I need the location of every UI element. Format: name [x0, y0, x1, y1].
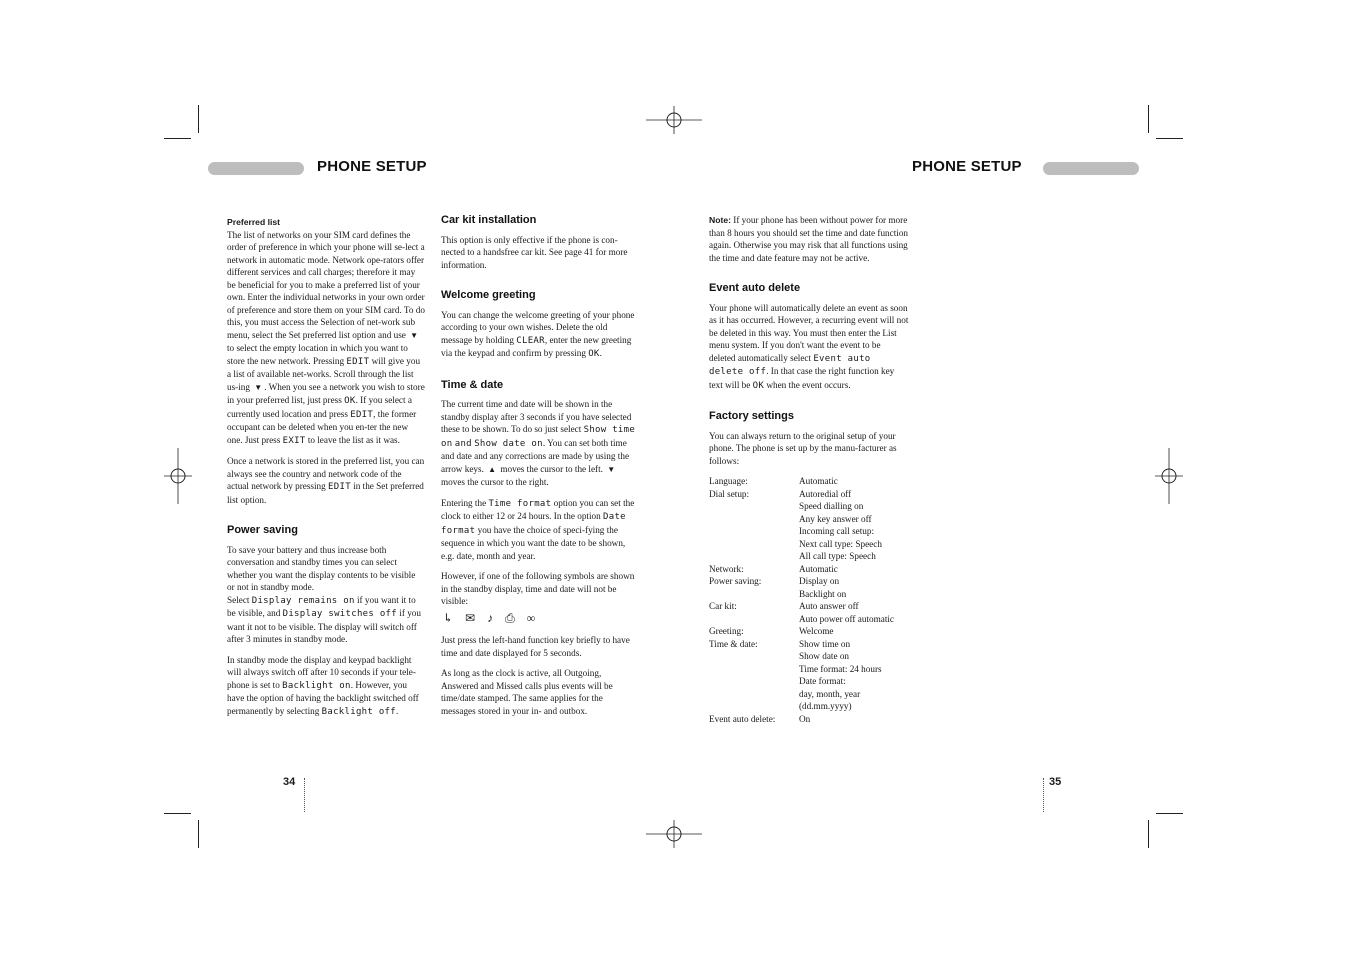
- call-divert-icon: ↳: [443, 610, 454, 625]
- setting-label: Time & date:: [709, 638, 758, 649]
- down-arrow-icon: ▼: [254, 382, 263, 392]
- right-page-dotted-line: [1043, 778, 1044, 812]
- setting-value: (dd.mm.yyyy): [799, 701, 852, 711]
- setting-label: [709, 538, 799, 551]
- time-format-text: Time format: [488, 498, 552, 509]
- event-auto-delete-heading: Event auto delete: [709, 282, 801, 294]
- display-switches-off-text: Display switches off: [282, 609, 397, 619]
- registration-mark-left-icon: [150, 448, 206, 504]
- fax-icon: ⎙: [505, 610, 515, 625]
- power-saving-paragraph-1: To save your battery and thus increase both conversation and standby times you can select whether you want the display contents to be visible or not in standby mode.: [227, 544, 416, 592]
- time-date-paragraph-3: However, if one of the following symbols are shown in the standby display, time and date will not be visible:: [441, 571, 635, 606]
- time-date-paragraph-2: Entering the Time format option you can set the clock to either 12 or 24 hours. In the option Date format you have the choice of speci-fying the sequence in which you want the date to be shown, e.g. date, month and year.: [441, 497, 635, 561]
- edit-key-text: EDIT: [346, 356, 370, 367]
- setting-label: [709, 663, 799, 676]
- show-time-on-text: Show time on: [441, 425, 636, 449]
- preferred-list-paragraph-1: The list of networks on your SIM card defines the order of preference in which your phone will se-lect a network in automatic mode. Network ope-rators offer different services and call charges; therefore it may be beneficial for you to make a preferred list of your own. Enter the individual networks in your own order of preference and store them on your SIM card. To do this, you must access the Selection of net-work sub menu, select the Set preferred list option and use ▼ to select the empty location in which you want to store the new network. Pressing EDIT will give you a list of available net-works. Scroll through the list us-ing ▼ . When you see a network you wish to store in your preferred list, just press OK. If you select a currently used location and press EDIT, the former occupant can be deleted when you en-ter the new one. Just press EXIT to leave the list as it was.: [227, 229, 425, 446]
- ok-key-text: OK: [588, 349, 600, 359]
- left-page-dotted-line: [304, 778, 305, 812]
- setting-label: Language:: [709, 476, 748, 486]
- ok-key-text: OK: [344, 396, 356, 406]
- setting-label: [709, 588, 799, 601]
- standby-symbols: [443, 612, 639, 625]
- preferred-list-heading: Preferred list: [227, 217, 281, 227]
- power-saving-paragraph-2: Select Display remains on if you want it to be visible, and Display switches off if you want it not to be visible. The display will switch off after 3 minutes in standby mode.: [227, 594, 421, 644]
- setting-value: Time format: 24 hours: [799, 663, 882, 674]
- setting-value: Date format:: [799, 676, 846, 686]
- down-arrow-icon: ▼: [410, 330, 419, 340]
- setting-value: Automatic: [799, 563, 838, 574]
- setting-value: day, month, year: [799, 688, 861, 699]
- left-page-title: PHONE SETUP: [317, 158, 427, 175]
- event-auto-delete-off-text: Event auto delete off: [709, 353, 871, 377]
- setting-label: [709, 513, 799, 526]
- setting-value: Auto answer off: [799, 601, 859, 611]
- welcome-greeting-paragraph: You can change the welcome greeting of your phone according to your own wishes. Delete the old message by holding CLEAR, enter the new greeting via the keypad and confirm by pressing OK.: [441, 309, 635, 359]
- setting-value: Show time on: [799, 638, 851, 649]
- setting-value: Auto power off automatic: [799, 613, 894, 624]
- registration-mark-top-icon: [646, 92, 702, 148]
- column-3: [709, 212, 909, 725]
- car-kit-heading: Car kit installation: [441, 214, 537, 226]
- setting-label: Network:: [709, 563, 744, 574]
- setting-value: Next call type: Speech: [799, 538, 882, 549]
- envelope-icon: ✉: [465, 610, 476, 625]
- exit-key-text: EXIT: [282, 435, 306, 446]
- setting-label: Dial setup:: [709, 488, 750, 499]
- factory-settings-paragraph: You can always return to the original setup of your phone. The phone is set up by the manu-facturer as follows:: [709, 430, 897, 466]
- setting-label: [709, 613, 799, 626]
- backlight-on-text: Backlight on: [282, 680, 351, 691]
- power-saving-heading: Power saving: [227, 524, 298, 536]
- car-kit-paragraph: This option is only effective if the phone is con-nected to a handsfree car kit. See page 41 for more information.: [441, 234, 628, 270]
- power-saving-paragraph-3: In standby mode the display and keypad backlight will always switch off after 10 seconds if your tele-phone is set to Backlight on. However, you have the option of having the backlight switched off permanently by selecting Backlight off.: [227, 654, 419, 717]
- right-page-title: PHONE SETUP: [912, 158, 1022, 175]
- registration-mark-right-icon: [1141, 448, 1197, 504]
- setting-value: On: [799, 713, 811, 724]
- music-note-icon: ♪: [487, 610, 494, 625]
- down-arrow-icon: ▼: [607, 464, 616, 474]
- clear-key-text: CLEAR: [516, 335, 545, 346]
- setting-label: [709, 550, 799, 563]
- factory-settings-heading: Factory settings: [709, 410, 794, 422]
- time-date-heading: Time & date: [441, 378, 504, 391]
- setting-value: Any key answer off: [799, 513, 872, 524]
- setting-label: Greeting:: [709, 626, 744, 636]
- column-1: [227, 212, 425, 726]
- time-date-paragraph-5: As long as the clock is active, all Outgoing, Answered and Missed calls plus events will be time/date stamped. The same applies for the messages stored in your in- and outbox.: [441, 668, 613, 716]
- backlight-off-text: Backlight off: [321, 706, 396, 717]
- setting-value: Display on: [799, 576, 840, 586]
- setting-label: [709, 700, 799, 713]
- setting-value: Automatic: [799, 476, 838, 486]
- display-remains-on-text: Display remains on: [251, 595, 355, 606]
- right-header-bar: [1043, 162, 1139, 175]
- setting-label: [709, 675, 799, 688]
- setting-label: [709, 525, 799, 538]
- factory-settings-table: [709, 475, 909, 725]
- setting-value: Welcome: [799, 626, 834, 636]
- edit-key-text: EDIT: [328, 482, 351, 492]
- ok-key-text: OK: [752, 380, 765, 391]
- setting-label: [709, 650, 799, 663]
- up-arrow-icon: ▲: [488, 464, 497, 474]
- setting-value: Autoredial off: [799, 488, 852, 499]
- preferred-list-paragraph-2: Once a network is stored in the preferred list, you can always see the country and network code of the actual network by pressing EDIT in the Set preferred list option.: [227, 456, 425, 505]
- welcome-greeting-heading: Welcome greeting: [441, 289, 536, 301]
- setting-value: All call type: Speech: [799, 551, 876, 561]
- setting-value: Incoming call setup:: [799, 526, 875, 536]
- time-date-paragraph-4: Just press the left-hand function key briefly to have time and date displayed for 5 seconds.: [441, 635, 630, 658]
- voicemail-icon: ∞: [526, 610, 536, 625]
- note-paragraph: Note: If your phone has been without power for more than 8 hours you should set the time and date function again. Otherwise you may risk that all functions using the time and date feature may not be active.: [709, 215, 909, 263]
- page-number-left: 34: [283, 776, 296, 788]
- setting-value: Backlight on: [799, 588, 847, 599]
- date-format-text: Date format: [441, 512, 626, 536]
- note-label: Note:: [709, 215, 731, 225]
- registration-mark-bottom-icon: [646, 806, 702, 862]
- show-date-on-text: Show date on: [474, 438, 543, 449]
- page-number-right: 35: [1049, 776, 1062, 788]
- left-header-bar: [208, 162, 304, 175]
- setting-label: [709, 500, 799, 513]
- setting-label: Power saving:: [709, 576, 762, 586]
- column-2: [441, 212, 639, 725]
- setting-label: Car kit:: [709, 601, 737, 611]
- setting-label: [709, 688, 799, 701]
- setting-value: Speed dialling on: [799, 501, 864, 511]
- time-date-paragraph-1: The current time and date will be shown in the standby display after 3 seconds if you have selected these to be shown. To do so just select Show time on and Show date on. You can set both time and date and any corrections are made by using the arrow keys. ▲ moves the cursor to the left. ▼ moves the cursor to the right.: [441, 399, 636, 487]
- event-auto-delete-paragraph: Your phone will automatically delete an event as soon as it has occurred. However, a recurring event will not be deleted in this way. You must then enter the List menu system. If you don't want the event to be deleted automatically select Event auto delete off. In that case the right function key text will be OK when the event occurs.: [709, 302, 909, 391]
- edit-key-text: EDIT: [350, 409, 374, 420]
- setting-label: Event auto delete:: [709, 713, 776, 724]
- setting-value: Show date on: [799, 651, 850, 661]
